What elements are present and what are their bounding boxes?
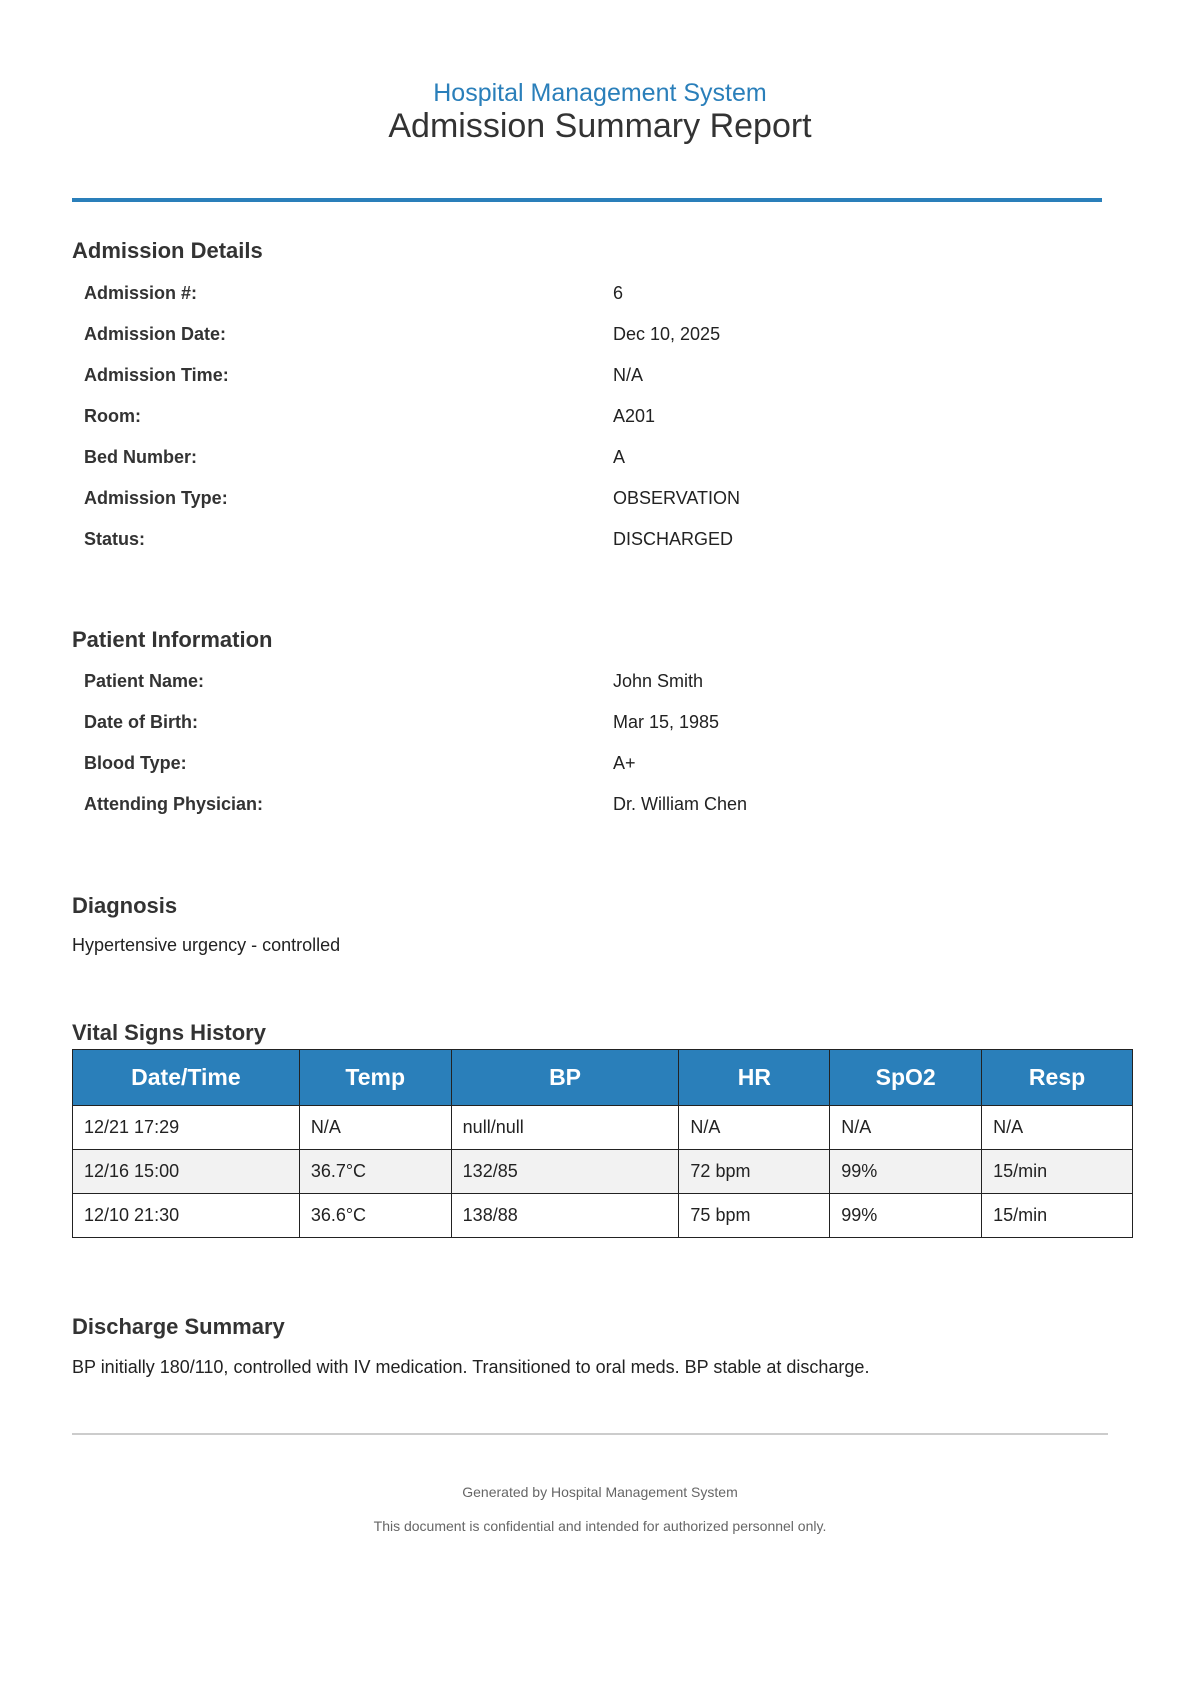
table-cell: 132/85 [451, 1150, 679, 1194]
table-cell: N/A [679, 1106, 830, 1150]
footer-confidential: This document is confidential and intended for authorized personnel only. [373, 1518, 827, 1534]
kv-value: N/A [613, 365, 644, 385]
kv-row-status [84, 529, 1084, 570]
footer-generated-by: Generated by Hospital Management System [462, 1484, 738, 1500]
column-header-hr: HR [679, 1050, 830, 1106]
kv-label: Blood Type: [84, 753, 187, 773]
table-cell: 99% [830, 1150, 982, 1194]
vital-signs-title: Vital Signs History [72, 1020, 266, 1045]
system-name: Hospital Management System [433, 79, 767, 107]
kv-label: Admission #: [84, 283, 198, 303]
kv-row-admission-type [84, 488, 1084, 529]
kv-label: Date of Birth: [84, 712, 198, 732]
table-cell: null/null [451, 1106, 679, 1150]
header-divider [72, 198, 1102, 202]
kv-value: Mar 15, 1985 [613, 712, 720, 732]
table-cell: 36.6°C [299, 1194, 451, 1238]
admission-details-list [84, 283, 1084, 570]
kv-label: Attending Physician: [84, 794, 264, 814]
kv-value: DISCHARGED [613, 529, 734, 549]
discharge-summary-text: BP initially 180/110, controlled with IV medication. Transitioned to oral meds. BP stable at discharge. [72, 1357, 870, 1377]
table-header-row [73, 1050, 1133, 1106]
kv-value: A201 [613, 406, 656, 426]
kv-row-patient-name [84, 671, 1084, 712]
kv-row-date-of-birth [84, 712, 1084, 753]
column-header-datetime: Date/Time [73, 1050, 300, 1106]
footer-divider [72, 1433, 1108, 1435]
kv-row-attending-physician [84, 794, 1084, 835]
kv-label: Admission Date: [84, 324, 227, 344]
patient-information-title: Patient Information [72, 627, 273, 652]
table-cell: 12/16 15:00 [73, 1150, 300, 1194]
kv-value: OBSERVATION [613, 488, 741, 508]
kv-value: John Smith [613, 671, 704, 691]
table-cell: 99% [830, 1194, 982, 1238]
table-cell: N/A [299, 1106, 451, 1150]
table-cell: 72 bpm [679, 1150, 830, 1194]
table-row [73, 1150, 1133, 1194]
vital-signs-table [72, 1049, 1133, 1238]
kv-label: Status: [84, 529, 146, 549]
kv-value: Dec 10, 2025 [613, 324, 721, 344]
kv-value: 6 [613, 283, 624, 303]
patient-information-list [84, 671, 1084, 835]
column-header-resp: Resp [982, 1050, 1133, 1106]
table-cell: 36.7°C [299, 1150, 451, 1194]
kv-label: Room: [84, 406, 141, 426]
diagnosis-text: Hypertensive urgency - controlled [72, 935, 341, 955]
kv-row-bed-number [84, 447, 1084, 488]
table-cell: N/A [982, 1106, 1133, 1150]
kv-value: A+ [613, 753, 636, 773]
kv-label: Bed Number: [84, 447, 198, 467]
table-cell: 15/min [982, 1150, 1133, 1194]
kv-value: Dr. William Chen [613, 794, 748, 814]
table-cell: 75 bpm [679, 1194, 830, 1238]
kv-row-admission-date [84, 324, 1084, 365]
kv-value: A [613, 447, 626, 467]
kv-label: Admission Time: [84, 365, 229, 385]
column-header-temp: Temp [299, 1050, 451, 1106]
report-title: Admission Summary Report [388, 107, 812, 145]
kv-row-admission-time [84, 365, 1084, 406]
kv-row-admission-number [84, 283, 1084, 324]
table-cell: N/A [830, 1106, 982, 1150]
column-header-spo2: SpO2 [830, 1050, 982, 1106]
kv-label: Patient Name: [84, 671, 205, 691]
table-cell: 12/10 21:30 [73, 1194, 300, 1238]
table-cell: 15/min [982, 1194, 1133, 1238]
table-row [73, 1106, 1133, 1150]
report-header [0, 78, 1200, 144]
kv-row-blood-type [84, 753, 1084, 794]
admission-details-title: Admission Details [72, 238, 263, 263]
table-row [73, 1194, 1133, 1238]
kv-label: Admission Type: [84, 488, 228, 508]
table-cell: 12/21 17:29 [73, 1106, 300, 1150]
table-cell: 138/88 [451, 1194, 679, 1238]
discharge-summary-title: Discharge Summary [72, 1314, 285, 1339]
diagnosis-title: Diagnosis [72, 893, 178, 918]
kv-row-room [84, 406, 1084, 447]
column-header-bp: BP [451, 1050, 679, 1106]
